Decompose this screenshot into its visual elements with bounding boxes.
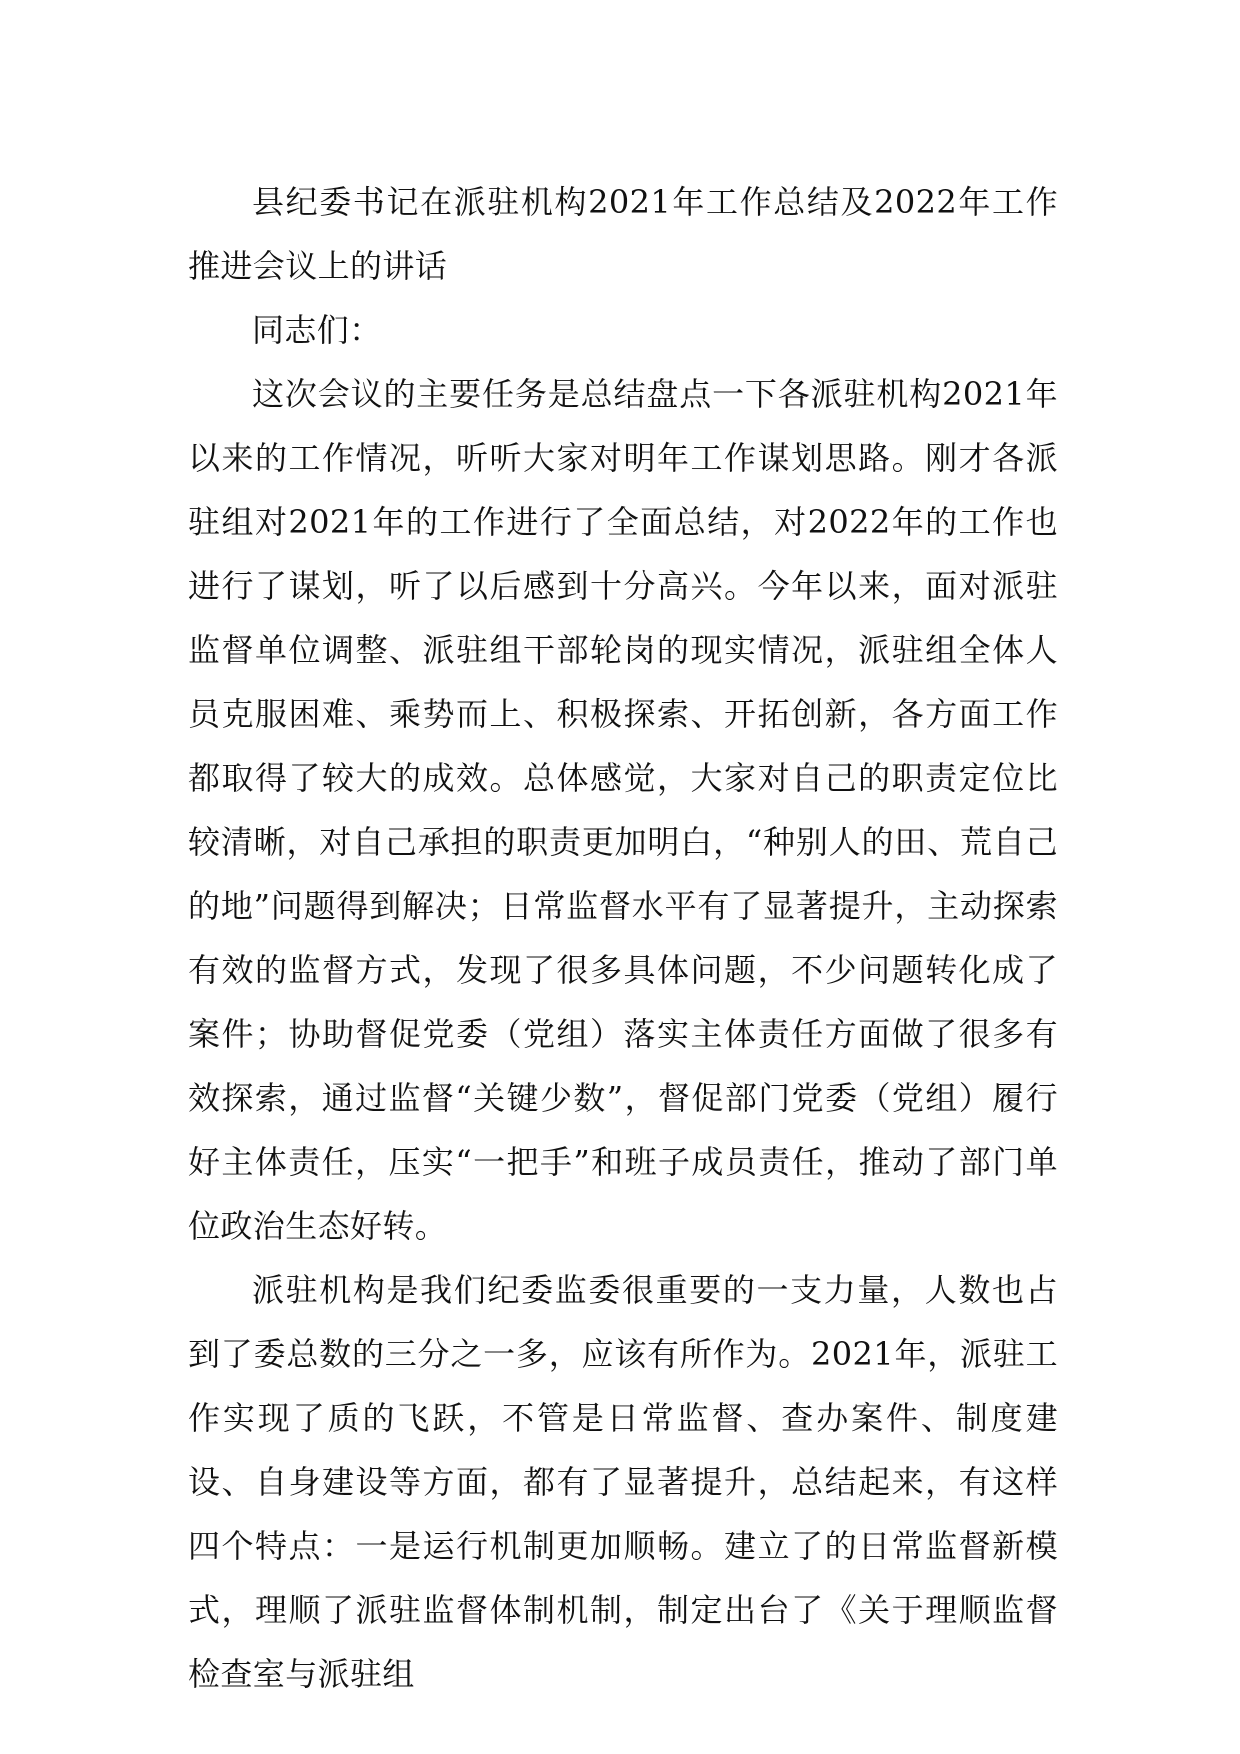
document-page — [188, 170, 1058, 1706]
body-paragraph: 这次会议的主要任务是总结盘点一下各派驻机构2021年以来的工作情况，听听大家对明年工作谋划思路。刚才各派驻组对2021年的工作进行了全面总结，对2022年的工作也进行了谋划，听了以后感到十分高兴。今年以来，面对派驻监督单位调整、派驻组干部轮岗的现实情况，派驻组全体人员克服困难、乘势而上、积极探索、开拓创新，各方面工作都取得了较大的成效。总体感觉，大家对自己的职责定位比较清晰，对自己承担的职责更加明白，“种别人的田、荒自己的地”问题得到解决；日常监督水平有了显著提升，主动探索有效的监督方式，发现了很多具体问题，不少问题转化成了案件；协助督促党委（党组）落实主体责任方面做了很多有效探索，通过监督“关键少数”，督促部门党委（党组）履行好主体责任，压实“一把手”和班子成员责任，推动了部门单位政治生态好转。 — [188, 375, 1058, 1245]
salutation: 同志们： — [252, 311, 382, 349]
document-title: 县纪委书记在派驻机构2021年工作总结及2022年工作推进会议上的讲话 — [188, 183, 1058, 285]
body-paragraph: 派驻机构是我们纪委监委很重要的一支力量，人数也占到了委总数的三分之一多，应该有所作为。2021年，派驻工作实现了质的飞跃，不管是日常监督、查办案件、制度建设、自身建设等方面，都有了显著提升，总结起来，有这样四个特点：一是运行机制更加顺畅。建立了的日常监督新模式，理顺了派驻监督体制机制，制定出台了《关于理顺监督检查室与派驻组 — [188, 1271, 1058, 1693]
